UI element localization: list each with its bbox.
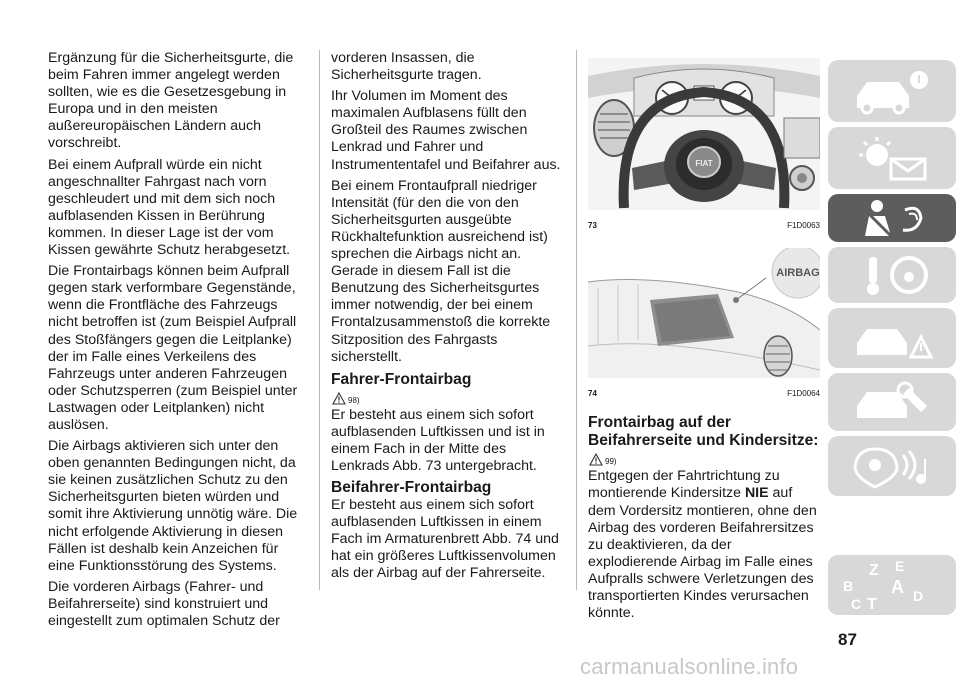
index-letter: E [895, 558, 905, 574]
paragraph: Er besteht aus einem sich sofort aufblasenden Luftkissen und ist in einem Fach in der Mitte des Lenkrads Abb. 73 untergebracht. [331, 406, 545, 474]
car-info-icon [847, 66, 937, 116]
emphasis-never: NIE [744, 485, 769, 502]
paragraph [588, 468, 820, 622]
index-letter: B [843, 578, 854, 594]
figure-code: F1D0064 [787, 389, 820, 399]
figure-caption [588, 385, 820, 402]
passenger-airbag-illustration [588, 248, 820, 378]
paragraph: vorderen Insassen, die Sicherheitsgurte tragen. [331, 50, 482, 84]
paragraph: Ergänzung für die Sicherheitsgurte, die beim Fahren immer angelegt werden sollten, wie es die Gesetzesgebung in Europa und in den meisten außereuropäischen Ländern auch vorschreibt. [48, 50, 294, 152]
chapter-tab-multimedia[interactable] [828, 436, 956, 496]
chapter-tab-lights[interactable] [828, 127, 956, 189]
index-letter: A [891, 577, 904, 597]
starting-driving-icon [847, 251, 937, 299]
figure-code: F1D0063 [787, 221, 820, 231]
chapter-tab-index[interactable] [828, 555, 956, 615]
paragraph: Ihr Volumen im Moment des maximalen Aufblasens füllt den Großteil des Raumes zwischen Lenkrad und Fahrer und Instrumententafel und Beifahrer aus. [331, 88, 561, 173]
chapter-tab-emergency[interactable] [828, 308, 956, 368]
column-divider [319, 50, 320, 590]
index-icon [837, 557, 947, 613]
warning-number: 99) [605, 457, 617, 467]
warning-reference [589, 450, 820, 466]
paragraph-text: Entgegen der Fahrtrichtung zu montierende Kindersitze [588, 468, 780, 502]
figure-74 [588, 248, 820, 402]
text-column-3 [588, 58, 820, 622]
text-column-2 [331, 50, 567, 587]
section-heading-driver-airbag: Fahrer-Frontairbag [331, 370, 472, 388]
paragraph: Die Airbags aktivieren sich unter den oben genannten Bedingungen nicht, da sie keinen zusätzlichen Schutz zu den Sicherheitsgurten bieten würden und somit ihre Aktivierung unnötig wäre. Die nicht erfolgende Aktivierung in diesen Fällen ist deshalb kein Anzeichen für eine Funktionsstörung des Systems. [48, 438, 298, 574]
section-heading-passenger-airbag-child-seats: Frontairbag auf der Beifahrerseite und Kindersitze: [588, 414, 819, 450]
page-number: 87 [838, 630, 857, 649]
index-letter: C [851, 596, 862, 612]
emergency-icon [847, 313, 937, 363]
column-divider [576, 50, 577, 590]
figure-number: 74 [588, 389, 597, 399]
airbag-label: AIRBAG [776, 267, 820, 280]
index-letter: D [913, 588, 924, 604]
chapter-tab-safety[interactable] [828, 194, 956, 242]
warning-number: 98) [348, 395, 360, 405]
chapter-tab-starting-driving[interactable] [828, 247, 956, 303]
chapter-tab-vehicle-info[interactable] [828, 60, 956, 122]
lights-icon [847, 133, 937, 183]
steering-wheel-illustration [588, 58, 820, 210]
section-heading-passenger-airbag: Beifahrer-Frontairbag [331, 479, 492, 497]
text-column-1 [48, 50, 308, 634]
figure-number: 73 [588, 221, 597, 231]
paragraph: Er besteht aus einem sich sofort aufblasenden Luftkissen in einem Fach im Armaturenbrett Abb. 74 und hat ein größeres Luftkissenvolumen als der Airbag auf der Fahrerseite. [331, 497, 559, 582]
paragraph-text: auf dem Vordersitz montieren, ohne den Airbag des vorderen Beifahrersitzes zu deaktivieren, da der explodierende Airbag im Falle eines Aufpralls schwere Verletzungen des transportierten Kindes verursachen könnte. [588, 485, 817, 622]
warning-triangle-icon [589, 453, 603, 466]
chapter-tab-maintenance[interactable] [828, 373, 956, 431]
paragraph: Die Frontairbags können beim Aufprall gegen stark verformbare Gegenstände, wenn die Frontfläche des Fahrzeugs nicht betroffen ist (zum Beispiel Aufprall des Stoßfängers gegen die Leitplanke) der im Falle eines Verkeilens des Fahrzeugs unter anderen Fahrzeugen oder Schutzsperren (zum Beispiel unter Lastwagen oder Leitplanken) nicht auslösen. [48, 263, 298, 433]
paragraph: Die vorderen Airbags (Fahrer- und Beifahrerseite) sind konstruiert und eingestellt zum optimalen Schutz der [48, 578, 280, 629]
index-letter: T [867, 596, 877, 613]
figure-73 [588, 58, 820, 234]
watermark: carmanualsonline.info [580, 654, 799, 679]
multimedia-icon [847, 441, 937, 491]
safety-icon [847, 196, 937, 240]
maintenance-icon [847, 378, 937, 426]
warning-reference [332, 389, 567, 405]
paragraph: Bei einem Frontaufprall niedriger Intensität (für den die von den Sicherheitsgurten ausgeübte Rückhaltefunktion ausreichend ist) sprechen die Airbags nicht an. Gerade in diesem Fall ist die Benutzung des Sicherheitsgurtes immer notwendig, der bei einem Frontalzusammenstoß die korrekte Sitzposition des Fahrgasts sicherstellt. [331, 177, 551, 365]
figure-caption [588, 217, 820, 234]
paragraph: Bei einem Aufprall würde ein nicht angeschnallter Fahrgast nach vorn geschleudert und mit dem sich noch aufblasenden Kissen in Berührung kommen. In dieser Lage ist der vom Kissen gewährte Schutz herabgesetzt. [48, 156, 291, 259]
index-letter: Z [869, 562, 879, 579]
svg-text:FIAT: FIAT [695, 159, 713, 168]
warning-triangle-icon [332, 392, 346, 405]
